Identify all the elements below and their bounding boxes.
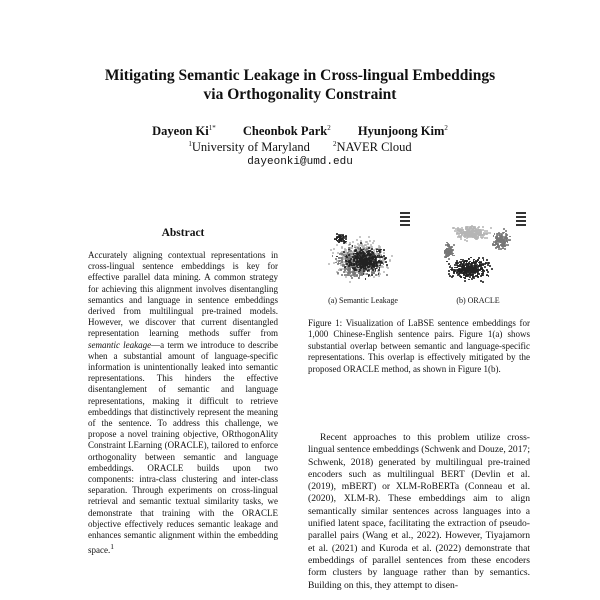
scatter-point bbox=[363, 270, 365, 272]
scatter-point bbox=[353, 271, 355, 273]
scatter-point bbox=[460, 238, 462, 240]
scatter-point bbox=[493, 235, 495, 237]
affiliations bbox=[0, 140, 600, 155]
scatter-point bbox=[494, 233, 496, 235]
scatter-point bbox=[371, 258, 373, 260]
scatter-point bbox=[448, 252, 450, 254]
scatter-point bbox=[332, 255, 334, 257]
scatter-point bbox=[371, 274, 373, 276]
scatter-point bbox=[379, 246, 381, 248]
scatter-point bbox=[375, 274, 377, 276]
scatter-point bbox=[360, 240, 362, 242]
body-paragraph: Recent approaches to this problem utilize cross-lingual sentence embeddings (Schwenk and Douze, 2017; Schwenk, 2018) generated by multilingual pre-trained encoders such as multilingual BERT (Devlin et al. (2019), mBERT) or XLM-RoBERTa (Conneau et al. (2020), XLM-R). These embeddings aim to align semantically similar sentences across languages into a unified latent space, facilitating the extraction of pseudo-parallel pairs (Wang et al., 2022). However, Tiyajamorn et al. (2021) and Kuroda et al. (2022) demonstrate that embeddings of parallel sentences from these encoders form clusters by language rather than by semantics. Building on this, they attempt to disen- bbox=[308, 432, 530, 591]
scatter-point bbox=[464, 278, 466, 280]
scatter-point bbox=[373, 240, 375, 242]
scatter-point bbox=[342, 234, 344, 236]
scatter-point bbox=[462, 259, 464, 261]
scatter-point bbox=[371, 251, 373, 253]
scatter-point bbox=[343, 251, 345, 253]
scatter-point bbox=[474, 272, 476, 274]
scatter-point bbox=[486, 259, 488, 261]
scatter-point bbox=[341, 260, 343, 262]
scatter-point bbox=[337, 272, 339, 274]
scatter-point bbox=[368, 252, 370, 254]
scatter-point bbox=[468, 271, 470, 273]
scatter-point bbox=[502, 248, 504, 250]
scatter-point bbox=[489, 265, 491, 267]
scatter-point bbox=[336, 233, 338, 235]
scatter-point bbox=[453, 244, 455, 246]
scatter-point bbox=[452, 227, 454, 229]
scatter-point bbox=[486, 237, 488, 239]
scatter-point bbox=[463, 265, 465, 267]
scatter-point bbox=[470, 269, 472, 271]
scatter-point bbox=[352, 267, 354, 269]
scatter-point bbox=[344, 266, 346, 268]
scatter-point bbox=[369, 275, 371, 277]
scatter-point bbox=[359, 255, 361, 257]
scatter-point bbox=[383, 271, 385, 273]
scatter-point bbox=[348, 250, 350, 252]
figure-1 bbox=[310, 210, 528, 310]
scatter-point bbox=[349, 281, 351, 283]
subfigure-label-b: (b) ORACLE bbox=[456, 296, 500, 305]
scatter-point bbox=[387, 267, 389, 269]
scatter-point bbox=[354, 269, 356, 271]
scatter-point bbox=[373, 262, 375, 264]
scatter-point bbox=[464, 270, 466, 272]
scatter-point bbox=[379, 251, 381, 253]
scatter-point bbox=[444, 252, 446, 254]
scatter-point bbox=[499, 237, 501, 239]
scatter-point bbox=[483, 259, 485, 261]
scatter-point bbox=[448, 270, 450, 272]
author-2: Cheonbok Park$^2$ bbox=[242, 124, 331, 139]
scatter-point bbox=[490, 227, 492, 229]
scatter-point bbox=[500, 248, 502, 250]
scatter-point bbox=[480, 275, 482, 277]
title-line-2: via Orthogonality Constraint bbox=[203, 86, 397, 103]
scatter-point bbox=[482, 229, 484, 231]
scatter-point bbox=[336, 244, 338, 246]
scatter-point bbox=[328, 263, 330, 265]
author-3: Hyunjoong Kim$^2$ bbox=[357, 124, 448, 139]
scatter-point bbox=[385, 257, 387, 259]
scatter-point bbox=[382, 266, 384, 268]
scatter-point bbox=[506, 240, 508, 242]
scatter-point bbox=[345, 238, 347, 240]
scatter-point bbox=[346, 268, 348, 270]
scatter-point bbox=[346, 263, 348, 265]
subfigure-label-a: (a) Semantic Leakage bbox=[328, 296, 398, 305]
scatter-point bbox=[374, 259, 376, 261]
scatter-point bbox=[343, 271, 345, 273]
scatter-point bbox=[487, 264, 489, 266]
scatter-point bbox=[348, 265, 350, 267]
affiliation-2: $^2$NAVER Cloud bbox=[333, 140, 412, 155]
scatter-point bbox=[391, 255, 393, 257]
scatter-point bbox=[503, 245, 505, 247]
emphasis-semantic-leakage: semantic leakage bbox=[88, 339, 152, 350]
scatter-point bbox=[482, 226, 484, 228]
scatter-point bbox=[471, 271, 473, 273]
scatter-point bbox=[484, 237, 486, 239]
scatter-point bbox=[357, 247, 359, 249]
scatter-point bbox=[498, 234, 500, 236]
scatter-point bbox=[351, 277, 353, 279]
plot-legend-icon bbox=[516, 212, 526, 228]
abstract-heading: Abstract bbox=[161, 227, 205, 239]
scatter-point bbox=[507, 244, 509, 246]
scatter-point bbox=[383, 249, 385, 251]
scatter-point bbox=[386, 274, 388, 276]
scatter-point bbox=[461, 268, 463, 270]
scatter-point bbox=[341, 247, 343, 249]
scatter-point bbox=[464, 234, 466, 236]
scatter-plot-oracle bbox=[428, 210, 528, 294]
scatter-point bbox=[373, 276, 375, 278]
scatter-point bbox=[359, 236, 361, 238]
scatter-point bbox=[452, 275, 454, 277]
scatter-point bbox=[468, 279, 470, 281]
scatter-point bbox=[367, 243, 369, 245]
scatter-point bbox=[450, 252, 452, 254]
scatter-point bbox=[330, 249, 332, 251]
scatter-point bbox=[496, 246, 498, 248]
scatter-point bbox=[344, 269, 346, 271]
scatter-point bbox=[378, 275, 380, 277]
scatter-point bbox=[480, 236, 482, 238]
scatter-point bbox=[372, 269, 374, 271]
abstract-text: Accurately aligning contextual representations in cross-lingual sentence embeddings is key for effective parallel data mining. A common strategy for achieving this alignment involves disentangling semantics and language in sentence embeddings derived from multilingual pre-trained models. However, we discover that current disentangled representation learning methods suffer from semantic leakage—a term we introduce to describe when a substantial amount of language-specific information is unintentionally leaked into semantic representations. This hinders the effective disentanglement of semantic and language representations, making it difficult to retrieve embeddings that distinctively represent the meaning of the sentence. To address this challenge, we propose a novel training objective, ORthogonAlity Constraint LEarning (ORACLE), tailored to enforce orthogonality between semantic and language embeddings. ORACLE builds upon two components: intra-class clustering and inter-class separation. Through experiments on cross-lingual retrieval and semantic textual similarity tasks, we demonstrate that training with the ORACLE objective effectively reduces semantic leakage and enhances semantic alignment within the embedding space.$^1$ bbox=[88, 250, 278, 556]
scatter-point bbox=[357, 264, 359, 266]
scatter-point bbox=[340, 269, 342, 271]
scatter-point bbox=[487, 271, 489, 273]
paper-title bbox=[0, 66, 600, 104]
scatter-point bbox=[479, 265, 481, 267]
scatter-point bbox=[341, 257, 343, 259]
scatter-point bbox=[368, 257, 370, 259]
scatter-point bbox=[352, 241, 354, 243]
scatter-point bbox=[389, 260, 391, 262]
scatter-point bbox=[485, 232, 487, 234]
scatter-point bbox=[459, 236, 461, 238]
scatter-point bbox=[455, 228, 457, 230]
scatter-point bbox=[378, 269, 380, 271]
scatter-point bbox=[464, 280, 466, 282]
scatter-point bbox=[482, 281, 484, 283]
scatter-point bbox=[457, 236, 459, 238]
author-email: dayeonki@umd.edu bbox=[247, 156, 353, 168]
scatter-point bbox=[369, 240, 371, 242]
scatter-point bbox=[332, 252, 334, 254]
scatter-point bbox=[338, 269, 340, 271]
scatter-point bbox=[476, 233, 478, 235]
scatter-point bbox=[472, 268, 474, 270]
scatter-point bbox=[500, 233, 502, 235]
author-1: Dayeon $Ki^{1*}$ bbox=[152, 124, 216, 139]
scatter-point bbox=[475, 238, 477, 240]
scatter-point bbox=[368, 236, 370, 238]
scatter-point bbox=[482, 257, 484, 259]
scatter-point bbox=[379, 249, 381, 251]
scatter-point bbox=[365, 278, 367, 280]
scatter-point bbox=[472, 229, 474, 231]
scatter-point bbox=[352, 274, 354, 276]
scatter-point bbox=[479, 231, 481, 233]
scatter-point bbox=[503, 239, 505, 241]
scatter-point bbox=[465, 275, 467, 277]
scatter-point bbox=[482, 263, 484, 265]
title-line-1: Mitigating Semantic Leakage in Cross-lingual Embeddings bbox=[104, 67, 496, 84]
scatter-point bbox=[462, 272, 464, 274]
scatter-point bbox=[509, 239, 511, 241]
scatter-point bbox=[480, 262, 482, 264]
scatter-point bbox=[492, 243, 494, 245]
affiliation-1: $^1$University of Maryland bbox=[188, 140, 310, 155]
scatter-point bbox=[385, 261, 387, 263]
scatter-point bbox=[381, 256, 383, 258]
scatter-point bbox=[473, 277, 475, 279]
scatter-point bbox=[376, 264, 378, 266]
scatter-point bbox=[344, 241, 346, 243]
figure-caption: Figure 1: Visualization of LaBSE sentence embeddings for 1,000 Chinese-English sentence pairs. Figure 1(a) shows substantial overlap between semantic and language-specific representations. This overlap is effectively mitigated by the proposed ORACLE method, as shown in Figure 1(b). bbox=[308, 318, 530, 374]
scatter-point bbox=[484, 266, 486, 268]
scatter-point bbox=[448, 245, 450, 247]
scatter-point bbox=[348, 254, 350, 256]
author-list bbox=[0, 124, 600, 139]
scatter-point bbox=[341, 274, 343, 276]
scatter-point bbox=[363, 265, 365, 267]
scatter-point bbox=[498, 240, 500, 242]
scatter-point bbox=[380, 261, 382, 263]
scatter-point bbox=[509, 236, 511, 238]
scatter-point bbox=[359, 269, 361, 271]
scatter-point bbox=[346, 274, 348, 276]
scatter-point bbox=[444, 256, 446, 258]
plot-legend-icon bbox=[400, 212, 410, 228]
scatter-point bbox=[470, 257, 472, 259]
scatter-point bbox=[338, 257, 340, 259]
scatter-point bbox=[458, 273, 460, 275]
footnote-mark: 1 bbox=[110, 542, 114, 552]
scatter-point bbox=[356, 239, 358, 241]
scatter-point bbox=[345, 276, 347, 278]
scatter-point bbox=[470, 226, 472, 228]
scatter-point bbox=[454, 264, 456, 266]
scatter-point bbox=[448, 258, 450, 260]
scatter-point bbox=[482, 270, 484, 272]
scatter-point bbox=[480, 280, 482, 282]
scatter-plot-semantic-leakage bbox=[312, 210, 412, 294]
scatter-point bbox=[478, 226, 480, 228]
scatter-point bbox=[333, 248, 335, 250]
scatter-point bbox=[449, 275, 451, 277]
scatter-point bbox=[383, 252, 385, 254]
scatter-point bbox=[338, 260, 340, 262]
scatter-point bbox=[362, 259, 364, 261]
scatter-point bbox=[472, 232, 474, 234]
scatter-point bbox=[453, 255, 455, 257]
scatter-point bbox=[373, 256, 375, 258]
scatter-point bbox=[471, 278, 473, 280]
scatter-point bbox=[504, 248, 506, 250]
scatter-point bbox=[477, 259, 479, 261]
scatter-point bbox=[488, 275, 490, 277]
scatter-point bbox=[491, 268, 493, 270]
scatter-point bbox=[472, 273, 474, 275]
